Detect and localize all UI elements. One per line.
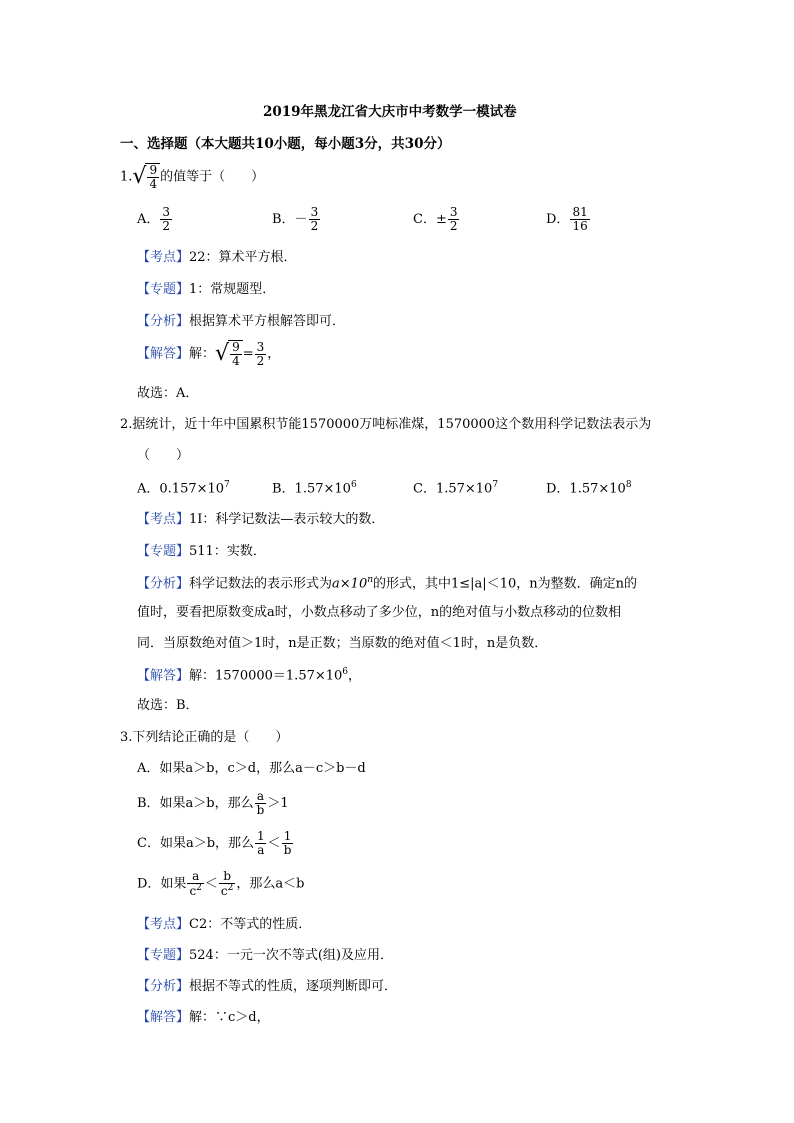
q1-answer: 故选：A． — [137, 386, 199, 401]
q2-stem-line1: 2.据统计，近十年中国累积节能1570000万吨标准煤，1570000这个数用科学记数法表示为 — [120, 417, 652, 432]
sqrt-symbol: √ $\frac{9}{4}$ — [132, 163, 160, 191]
q2-zhuanti: 【专题】511：实数． — [137, 544, 266, 559]
page-title: 2019年黑龙江省大庆市中考数学一模试卷 — [263, 104, 517, 120]
q1-fenxi: 【分析】根据算术平方根解答即可． — [137, 314, 346, 329]
q2-option-d: D．$1.57\times 10^8$ — [546, 480, 632, 497]
q2-option-c: C．$1.57\times 10^7$ — [413, 480, 499, 497]
q3-option-d: D．如果 $\frac{a}{c^2}$ ＜ $\frac{b}{c^2}$ ，那么a＜b — [137, 869, 305, 899]
q1-kaodian: 【考点】22：算术平方根． — [137, 250, 297, 265]
q3-jieda: 【解答】解：∵c＞d， — [137, 1010, 270, 1025]
q2-option-b: B．$1.57\times 10^6$ — [272, 480, 357, 497]
q1-jieda: 【解答】解： √ $\frac{9}{4}$ = $\frac{3}{2}$ ， — [137, 339, 281, 369]
q1-zhuanti: 【专题】1：常规题型． — [137, 282, 276, 297]
q1-option-a: A． $\frac{3}{2}$ — [137, 205, 171, 234]
q2-answer: 故选：B． — [137, 698, 199, 713]
q3-option-c: C．如果a＞b，那么 $\frac{1}{a}$ ＜ $\frac{1}{b}$ — [137, 829, 292, 858]
q1-stem: 1. √ $\frac{9}{4}$ 的值等于（ ） — [120, 163, 265, 192]
q2-jieda: 【解答】解：$1570000=1.57\times 10^6$， — [137, 667, 362, 684]
q3-fenxi: 【分析】根据不等式的性质，逐项判断即可． — [137, 979, 398, 994]
q1-option-d: D． $\frac{81}{16}$ — [546, 205, 588, 234]
q2-stem-line2: （ ） — [137, 448, 190, 463]
q2-fenxi-line3: 同．当原数绝对值＞1时，n是正数；当原数的绝对值＜1时，n是负数． — [137, 636, 548, 651]
q2-kaodian: 【考点】1I：科学记数法—表示较大的数． — [137, 512, 385, 527]
q3-option-a: A．如果a＞b，c＞d，那么a－c＞b－d — [137, 761, 366, 776]
q3-option-b: B．如果a＞b，那么 $\frac{a}{b}$ ＞1 — [137, 789, 289, 818]
q2-fenxi-line1: 【分析】科学记数法的表示形式为$a\times 10^n$的形式，其中1≤|a|＜10，n为整数．确定n的 — [137, 575, 637, 592]
q3-stem: 3.下列结论正确的是（ ） — [120, 730, 289, 745]
q3-kaodian: 【考点】C2：不等式的性质． — [137, 917, 312, 932]
q1-option-c: C．± $\frac{3}{2}$ — [413, 205, 458, 234]
q3-zhuanti: 【专题】524：一元一次不等式(组)及应用． — [137, 948, 393, 963]
q1-option-b: B．－ $\frac{3}{2}$ — [272, 205, 319, 234]
section-heading: 一、选择题（本大题共10小题，每小题3分，共30分） — [120, 136, 451, 152]
q2-fenxi-line2: 值时，要看把原数变成a时，小数点移动了多少位，n的绝对值与小数点移动的位数相 — [137, 605, 622, 620]
q2-option-a: A．$0.157\times 10^7$ — [137, 480, 230, 497]
